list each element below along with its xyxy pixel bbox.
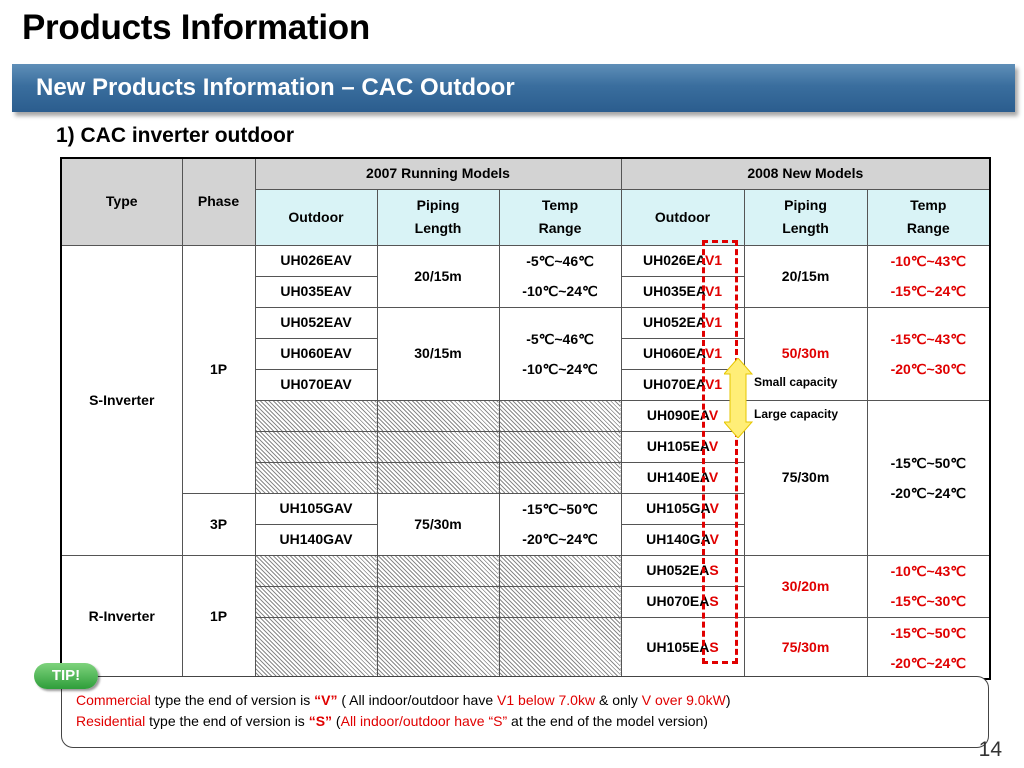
hatched-cell bbox=[499, 431, 621, 462]
small-capacity-label: Small capacity bbox=[754, 375, 838, 389]
old-model: UH026EAV bbox=[255, 245, 377, 276]
old-model: UH070EAV bbox=[255, 369, 377, 400]
new-model: UH105EAV bbox=[621, 431, 744, 462]
header-temp-range: Temp Range bbox=[867, 189, 990, 245]
new-piping: 30/20m bbox=[744, 555, 867, 617]
header-piping-length: Piping Length bbox=[744, 189, 867, 245]
type-r-inverter: R-Inverter bbox=[61, 555, 182, 679]
new-piping: 20/15m bbox=[744, 245, 867, 307]
old-model: UH140GAV bbox=[255, 524, 377, 555]
header-temp-range: Temp Range bbox=[499, 189, 621, 245]
old-model: UH035EAV bbox=[255, 276, 377, 307]
old-piping: 75/30m bbox=[377, 493, 499, 555]
hatched-cell bbox=[255, 431, 377, 462]
new-piping: 75/30m bbox=[744, 400, 867, 555]
new-model: UH140GAV bbox=[621, 524, 744, 555]
header-type: Type bbox=[61, 158, 182, 245]
header-outdoor: Outdoor bbox=[255, 189, 377, 245]
new-model: UH090EAV bbox=[621, 400, 744, 431]
large-capacity-label: Large capacity bbox=[754, 407, 839, 421]
new-temp: -15℃~50℃ -20℃~24℃ bbox=[867, 617, 990, 679]
old-temp: -5℃~46℃ -10℃~24℃ bbox=[499, 245, 621, 307]
new-model: UH052EAS bbox=[621, 555, 744, 586]
tip-badge: TIP! bbox=[34, 663, 98, 689]
new-model: UH035EAV1 bbox=[621, 276, 744, 307]
products-table bbox=[60, 157, 991, 680]
phase-3p: 3P bbox=[182, 493, 255, 555]
hatched-cell bbox=[255, 586, 377, 617]
hatched-cell bbox=[499, 400, 621, 431]
hatched-cell bbox=[377, 555, 499, 586]
hatched-cell bbox=[255, 462, 377, 493]
hatched-cell bbox=[255, 555, 377, 586]
section-banner bbox=[12, 64, 1015, 112]
new-model: UH105GAV bbox=[621, 493, 744, 524]
hatched-cell bbox=[499, 462, 621, 493]
hatched-cell bbox=[499, 586, 621, 617]
old-model: UH052EAV bbox=[255, 307, 377, 338]
hatched-cell bbox=[377, 586, 499, 617]
new-piping: 75/30m bbox=[744, 617, 867, 679]
header-phase: Phase bbox=[182, 158, 255, 245]
tip-line-residential: Residential type the end of version is “S” (All indoor/outdoor have “S” at the end of the model version) bbox=[76, 713, 708, 729]
old-temp: -5℃~46℃ -10℃~24℃ bbox=[499, 307, 621, 400]
new-temp: -15℃~43℃ -20℃~30℃ bbox=[867, 307, 990, 400]
hatched-cell bbox=[377, 617, 499, 679]
phase-1p: 1P bbox=[182, 555, 255, 679]
new-model: UH026EAV1 bbox=[621, 245, 744, 276]
new-temp: -15℃~50℃ -20℃~24℃ bbox=[867, 400, 990, 555]
new-piping: 50/30m bbox=[744, 307, 867, 400]
page-title: Products Information bbox=[22, 8, 370, 47]
hatched-cell bbox=[377, 462, 499, 493]
phase-1p: 1P bbox=[182, 245, 255, 493]
tip-line-commercial: Commercial type the end of version is “V” ( All indoor/outdoor have V1 below 7.0kw & only V over 9.0kW) bbox=[76, 692, 731, 708]
hatched-cell bbox=[255, 617, 377, 679]
new-temp: -10℃~43℃ -15℃~30℃ bbox=[867, 555, 990, 617]
new-model: UH070EAS bbox=[621, 586, 744, 617]
hatched-cell bbox=[499, 555, 621, 586]
new-model: UH052EAV1 bbox=[621, 307, 744, 338]
tip-box bbox=[61, 676, 989, 748]
old-model: UH105GAV bbox=[255, 493, 377, 524]
banner-title: New Products Information – CAC Outdoor bbox=[36, 74, 515, 101]
new-model: UH060EAV1 bbox=[621, 338, 744, 369]
hatched-cell bbox=[255, 400, 377, 431]
new-temp: -10℃~43℃ -15℃~24℃ bbox=[867, 245, 990, 307]
hatched-cell bbox=[377, 400, 499, 431]
header-2008-new-models: 2008 New Models bbox=[621, 158, 990, 189]
header-piping-length: Piping Length bbox=[377, 189, 499, 245]
old-model: UH060EAV bbox=[255, 338, 377, 369]
page-number: 14 bbox=[978, 738, 1002, 761]
hatched-cell bbox=[499, 617, 621, 679]
hatched-cell bbox=[377, 431, 499, 462]
section-subtitle: 1) CAC inverter outdoor bbox=[56, 124, 295, 147]
old-piping: 30/15m bbox=[377, 307, 499, 400]
new-model: UH070EAV1 bbox=[621, 369, 744, 400]
header-2007-running-models: 2007 Running Models bbox=[255, 158, 621, 189]
new-model: UH105EAS bbox=[621, 617, 744, 679]
type-s-inverter: S-Inverter bbox=[61, 245, 182, 555]
header-outdoor: Outdoor bbox=[621, 189, 744, 245]
new-model: UH140EAV bbox=[621, 462, 744, 493]
old-piping: 20/15m bbox=[377, 245, 499, 307]
old-temp: -15℃~50℃ -20℃~24℃ bbox=[499, 493, 621, 555]
